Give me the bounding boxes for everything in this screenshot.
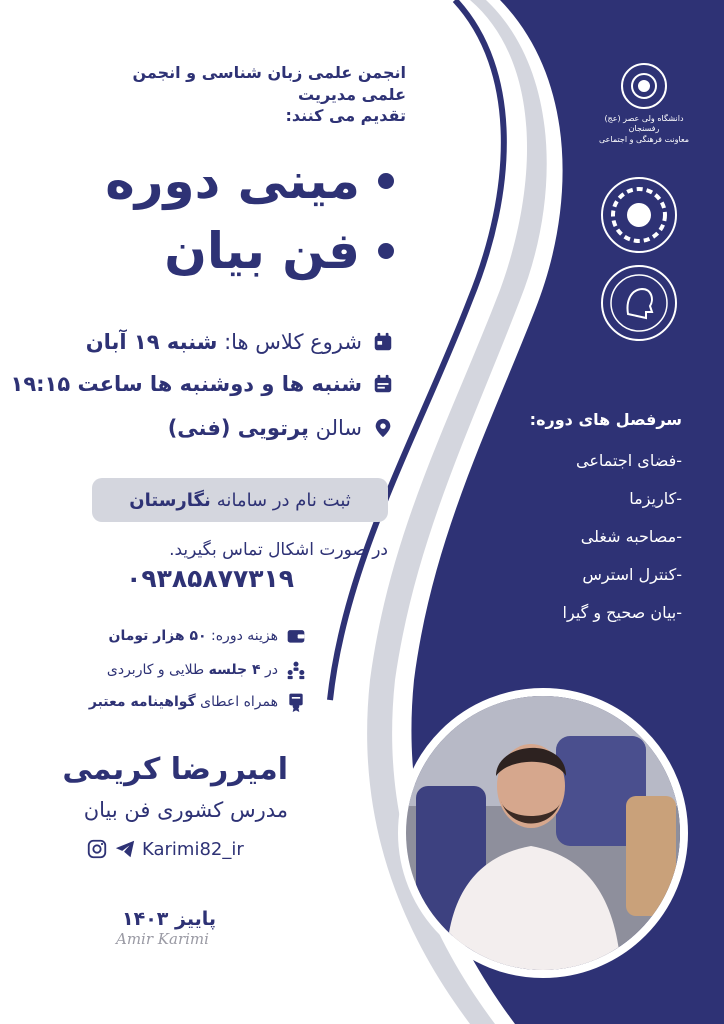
linguistics-association-logo — [598, 262, 680, 344]
topic-item: -کاریزما — [629, 489, 682, 508]
fee-value: ۵۰ هزار تومان — [108, 628, 207, 644]
registration-system: نگارستان — [129, 489, 211, 511]
course-title-text-2: فن بیان — [164, 222, 360, 280]
topic-item: -مصاحبه شغلی — [580, 527, 682, 546]
location-pin-icon — [372, 417, 394, 439]
certificate-pre: همراه اعطای — [200, 694, 278, 710]
course-title-line-2 — [164, 222, 394, 280]
season-label: پاییز ۱۴۰۳ — [122, 908, 216, 930]
wallet-icon — [286, 626, 306, 646]
bullet-icon — [378, 173, 394, 189]
topic-item: -بیان صحیح و گیرا — [562, 603, 682, 622]
signature: Amir Karimi — [116, 930, 209, 948]
telegram-icon[interactable] — [114, 838, 136, 860]
certificate-text — [89, 694, 278, 710]
university-caption — [594, 114, 694, 145]
contact-note: در صورت اشکال تماس بگیرید. — [169, 540, 388, 560]
bullet-icon — [378, 243, 394, 259]
management-association-logo — [598, 174, 680, 256]
fee-text — [109, 628, 278, 644]
venue-text — [168, 416, 362, 440]
university-logo — [605, 58, 683, 118]
start-date-label: شروع کلاس ها: — [224, 330, 362, 354]
fee-row — [109, 626, 306, 646]
certificate-bold: گواهینامه معتبر — [88, 694, 196, 710]
topics-list — [563, 446, 682, 636]
presenter-text — [106, 62, 406, 127]
calendar-icon — [372, 331, 394, 353]
registration-box — [92, 478, 388, 522]
instructor-name: امیررضا کریمی — [62, 752, 288, 787]
course-title-text-1: مینی دوره — [105, 152, 360, 210]
course-title-line-1 — [105, 152, 394, 210]
registration-prefix: ثبت نام در سامانه — [216, 489, 351, 511]
topics-heading: سرفصل های دوره: — [529, 410, 682, 429]
sessions-pre: در — [265, 662, 278, 678]
presenter-line-2: تقدیم می کنند: — [285, 106, 406, 126]
instructor-photo-illustration — [406, 696, 680, 970]
sessions-text — [107, 662, 278, 678]
sessions-post: طلایی و کاربردی — [106, 662, 205, 678]
class-days-row — [11, 372, 395, 396]
instagram-icon[interactable] — [86, 838, 108, 860]
users-icon — [286, 660, 306, 680]
sessions-row — [107, 660, 306, 680]
presenter-line-1: انجمن علمی زبان شناسی و انجمن علمی مدیریت — [132, 63, 406, 104]
topic-item: -کنترل استرس — [582, 565, 682, 584]
instructor-photo — [398, 688, 688, 978]
class-days-text: شنبه ها و دوشنبه ها ساعت ۱۹:۱۵ — [10, 372, 362, 396]
contact-phone: ۰۹۳۸۵۸۷۷۳۱۹ — [126, 564, 294, 593]
start-date-value: شنبه ۱۹ آبان — [85, 330, 218, 354]
fee-label: هزینه دوره: — [211, 628, 278, 644]
topic-item: -فضای اجتماعی — [576, 451, 682, 470]
certificate-row — [89, 692, 306, 712]
venue-name: پرتویی (فنی) — [167, 416, 309, 440]
sessions-count: ۴ جلسه — [208, 662, 261, 678]
calendar-clock-icon — [372, 373, 394, 395]
university-caption-line-2: معاونت فرهنگی و اجتماعی — [598, 134, 690, 144]
social-handle — [86, 838, 244, 860]
venue-prefix: سالن — [315, 416, 362, 440]
venue-row — [168, 416, 394, 440]
certificate-icon — [286, 692, 306, 712]
instructor-title: مدرس کشوری فن بیان — [83, 798, 288, 822]
university-caption-line-1: دانشگاه ولی عصر (عج) رفسنجان — [604, 114, 684, 134]
social-handle-text: Karimi82_ir — [142, 838, 244, 860]
start-date-text — [86, 330, 362, 354]
start-date-row — [86, 330, 394, 354]
